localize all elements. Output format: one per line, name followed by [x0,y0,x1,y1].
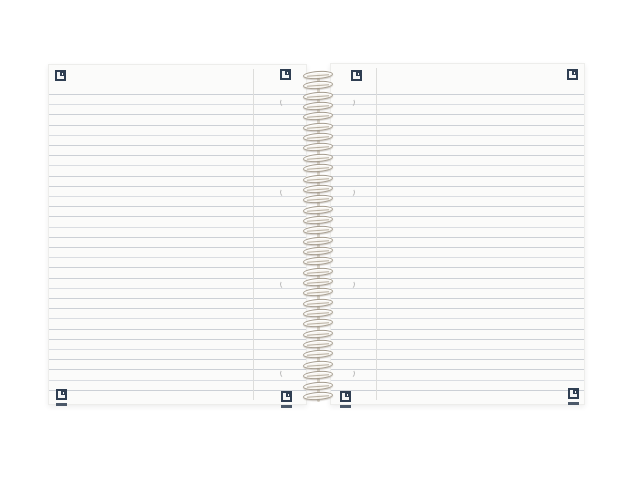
ruled-line [331,216,584,217]
ruled-line [49,247,306,248]
punch-hole [279,97,288,107]
ruled-line [49,288,306,289]
ruled-line [331,135,584,136]
ruled-line [49,390,306,391]
wire-coil-icon [303,194,333,204]
ruled-line [331,318,584,319]
ruled-line [331,94,584,95]
left-page [48,64,307,405]
wire-coil-icon [303,360,333,370]
ruled-line [49,318,306,319]
ruled-line [331,155,584,156]
ruled-line [49,206,306,207]
marker-microtext-bar [340,405,351,408]
wire-coil-icon [303,380,333,390]
ruled-line [331,125,584,126]
marker-dot [62,73,64,75]
ruled-line [49,369,306,370]
wire-coil-icon [303,246,333,256]
scan-corner-marker-icon [340,391,351,402]
ruled-line [331,114,584,115]
wire-coil-icon [303,349,333,359]
ruled-line [49,155,306,156]
wire-coil-icon [303,370,333,380]
scan-corner-marker-icon [351,70,362,81]
wire-coil-icon [303,184,333,194]
ruled-line [49,349,306,350]
wire-coil-icon [303,391,333,401]
punch-hole [279,368,288,378]
ruled-line [331,176,584,177]
ruled-line [331,359,584,360]
wire-coil-icon [303,267,333,277]
ruled-line [331,380,584,381]
marker-microtext-bar [568,402,579,405]
ruled-line [331,329,584,330]
wire-coil-icon [303,287,333,297]
marker-microtext-bar [56,403,67,406]
wire-coil-icon [303,225,333,235]
ruled-line [49,196,306,197]
wire-coil-icon [303,142,333,152]
ruled-line [49,298,306,299]
scan-corner-marker-icon [567,69,578,80]
ruled-line [331,390,584,391]
ruled-line [49,165,306,166]
ruled-line [331,339,584,340]
perforation-line [376,68,377,400]
wire-coil-icon [303,111,333,121]
ruled-line [331,288,584,289]
ruled-line [331,186,584,187]
scan-corner-marker-icon [280,69,291,80]
ruled-line [49,339,306,340]
ruled-line [331,308,584,309]
ruled-line [49,135,306,136]
ruled-line [331,206,584,207]
ruled-line [331,349,584,350]
ruled-line [49,125,306,126]
ruled-line [331,278,584,279]
ruled-line [49,359,306,360]
wire-coil-icon [303,308,333,318]
wire-coil-icon [303,122,333,132]
scan-corner-marker-icon [55,70,66,81]
ruled-line [331,237,584,238]
marker-dot [575,391,577,393]
wire-coil-icon [303,204,333,214]
wire-coil-icon [303,298,333,308]
ruled-line [331,227,584,228]
wire-coil-icon [303,80,333,90]
ruled-line [49,227,306,228]
marker-dot [287,72,289,74]
wire-coil-icon [303,163,333,173]
wire-coil-icon [303,277,333,287]
ruled-line [49,267,306,268]
punch-hole [346,97,355,107]
ruled-line [49,186,306,187]
scan-corner-marker-icon [568,388,579,399]
ruled-line [331,104,584,105]
wire-coil-icon [303,132,333,142]
right-page [330,63,585,405]
ruled-line [331,196,584,197]
ruled-line [49,216,306,217]
ruled-line [331,247,584,248]
ruled-line [49,104,306,105]
wire-coil-icon [303,318,333,328]
ruled-line [49,176,306,177]
punch-hole [346,368,355,378]
ruled-line [331,298,584,299]
marker-dot [574,72,576,74]
wire-coil-icon [303,215,333,225]
marker-dot [63,392,65,394]
ruled-line [49,308,306,309]
perforation-line [253,69,254,400]
ruled-line [49,145,306,146]
ruled-line [49,114,306,115]
scan-corner-marker-icon [56,389,67,400]
wire-coil-icon [303,256,333,266]
ruled-line [49,94,306,95]
wire-coil-icon [303,101,333,111]
wire-coil-icon [303,91,333,101]
marker-dot [347,394,349,396]
ruled-line [331,267,584,268]
marker-microtext-bar [281,405,292,408]
ruled-line [49,329,306,330]
ruled-line [49,237,306,238]
wire-coil-icon [303,339,333,349]
wire-coil-icon [303,153,333,163]
wire-coil-icon [303,329,333,339]
ruled-line [49,278,306,279]
marker-dot [358,73,360,75]
scan-corner-marker-icon [281,391,292,402]
wire-coil-icon [303,70,333,80]
wire-coil-icon [303,236,333,246]
ruled-line [331,165,584,166]
wire-coil-icon [303,173,333,183]
ruled-line [331,145,584,146]
ruled-line [331,257,584,258]
ruled-line [49,380,306,381]
ruled-line [49,257,306,258]
marker-dot [288,394,290,396]
ruled-line [331,369,584,370]
